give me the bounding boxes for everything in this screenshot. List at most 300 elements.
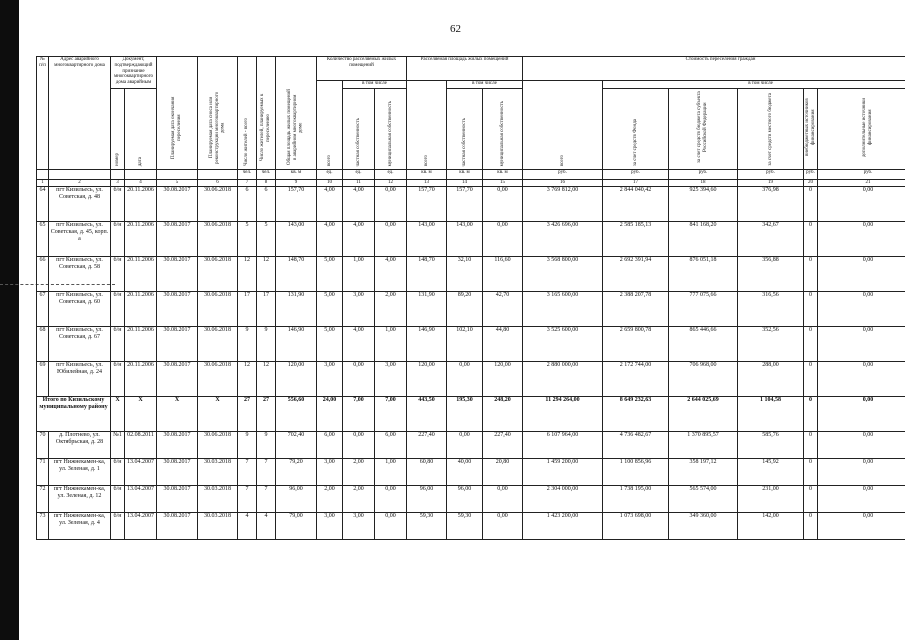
table-cell: 157,70 <box>407 186 447 221</box>
table-cell: 0,00 <box>818 291 905 326</box>
table-cell: 0 <box>804 512 818 539</box>
table-cell: 3,00 <box>317 361 343 396</box>
table-cell: 2 659 800,78 <box>603 326 669 361</box>
header-document: Документ, подтверждающий признание многоквартирного дома аварийным <box>111 57 157 89</box>
table-cell: 17 <box>238 291 257 326</box>
table-cell: 3,00 <box>375 361 407 396</box>
table-cell: 0,00 <box>343 361 375 396</box>
table-cell: 5 <box>157 179 198 186</box>
table-cell: 30.06.2018 <box>198 186 238 221</box>
table-cell: 65 <box>37 221 49 256</box>
table-cell: 9 <box>276 179 317 186</box>
table-cell: 3 165 600,00 <box>523 291 603 326</box>
table-cell: 0,00 <box>818 361 905 396</box>
table-row <box>37 361 905 396</box>
table-cell: руб. <box>804 169 818 179</box>
table-cell: 3 568 800,00 <box>523 256 603 291</box>
table-cell: 18 <box>669 179 738 186</box>
table-cell: 585,76 <box>738 431 804 458</box>
table-cell: 0 <box>804 326 818 361</box>
table-cell: 3 426 696,00 <box>523 221 603 256</box>
table-cell: 0 <box>804 186 818 221</box>
table-cell: 69 <box>37 361 49 396</box>
table-cell: 148,70 <box>276 256 317 291</box>
header-residents-total-text: Число жителей - всего <box>244 118 250 166</box>
table-cell: 702,40 <box>276 431 317 458</box>
column-number-row <box>37 179 905 186</box>
header-doc-number <box>111 89 125 170</box>
table-cell: 24,00 <box>317 396 343 431</box>
table-cell: 248,20 <box>483 396 523 431</box>
table-cell: 0 <box>804 256 818 291</box>
table-cell: 143,00 <box>407 221 447 256</box>
table-cell: 4,00 <box>317 186 343 221</box>
table-row <box>37 256 905 291</box>
table-cell: 7,00 <box>375 396 407 431</box>
table-cell: 1 104,58 <box>738 396 804 431</box>
table-cell: 443,50 <box>407 396 447 431</box>
table-cell: 1 459 200,00 <box>523 458 603 485</box>
header-area-incl: в том числе <box>447 81 523 89</box>
table-cell: 64 <box>37 186 49 221</box>
table-cell: 3,00 <box>343 291 375 326</box>
table-cell: X <box>111 396 125 431</box>
table-cell: 120,00 <box>483 361 523 396</box>
header-count-total <box>317 81 343 170</box>
header-cost-other-text: внебюджетных источников финансирования <box>805 98 816 157</box>
table-cell: 4 <box>257 512 276 539</box>
table-cell: руб. <box>603 169 669 179</box>
table-cell: 120,00 <box>407 361 447 396</box>
table-cell: пгт Кизильесь, ул. Советская, д. 58 <box>49 256 111 291</box>
table-cell: руб. <box>669 169 738 179</box>
table-cell: 0,00 <box>818 221 905 256</box>
table-cell: 0 <box>804 396 818 431</box>
header-residents-to-relocate <box>257 57 276 170</box>
table-cell: 30.06.2018 <box>198 221 238 256</box>
header-cost-total-text: всего <box>559 154 565 166</box>
header-cost-fund <box>603 89 669 170</box>
table-cell: 288,00 <box>738 361 804 396</box>
table-cell: 0,00 <box>818 431 905 458</box>
table-cell: 0,00 <box>483 221 523 256</box>
table-cell: 4 736 482,67 <box>603 431 669 458</box>
table-cell: 4,00 <box>343 186 375 221</box>
table-cell: пгт Кизильесь, ул. Советская, д. 67 <box>49 326 111 361</box>
table-cell: 0,00 <box>818 186 905 221</box>
table-cell: 11 <box>343 179 375 186</box>
header-total-area <box>276 57 317 170</box>
table-cell: 3,00 <box>317 458 343 485</box>
table-cell: 5 <box>238 221 257 256</box>
table-cell: 143,00 <box>447 221 483 256</box>
table-cell: X <box>125 396 157 431</box>
table-cell: 02.08.2011 <box>125 431 157 458</box>
table-cell: 157,70 <box>447 186 483 221</box>
table-cell: №1 <box>111 431 125 458</box>
table-cell: 2,00 <box>343 458 375 485</box>
table-cell: 7 <box>257 458 276 485</box>
table-cell: 6,00 <box>375 431 407 458</box>
table-cell: 6 <box>238 186 257 221</box>
header-count-municipal-text: муниципальная собственность <box>387 100 393 166</box>
table-cell: 21 <box>818 179 905 186</box>
table-cell <box>111 169 125 179</box>
header-area-municipal-text: муниципальная собственность <box>499 100 505 166</box>
table-cell: 2 844 040,42 <box>603 186 669 221</box>
table-cell: 841 168,20 <box>669 221 738 256</box>
header-doc-date-text: дата <box>137 156 143 166</box>
header-count-private <box>343 89 375 170</box>
table-cell: 0,00 <box>818 326 905 361</box>
table-cell: 116,60 <box>483 256 523 291</box>
relocation-register-table <box>36 56 905 540</box>
table-cell: 0,00 <box>818 256 905 291</box>
table-row <box>37 512 905 539</box>
table-cell: 146,90 <box>407 326 447 361</box>
table-cell: 146,90 <box>276 326 317 361</box>
table-cell: 120,00 <box>276 361 317 396</box>
table-cell: 865 446,66 <box>669 326 738 361</box>
table-cell: 6 107 964,00 <box>523 431 603 458</box>
table-cell: 876 051,18 <box>669 256 738 291</box>
table-cell: 12 <box>257 256 276 291</box>
table-cell: 9 <box>238 431 257 458</box>
table-cell: 30.08.2017 <box>157 186 198 221</box>
table-cell: 0,00 <box>818 512 905 539</box>
table-cell: 0,00 <box>375 485 407 512</box>
table-cell: пгт Нижнекамен-ка, ул. Зеленая, д. 12 <box>49 485 111 512</box>
table-cell: 352,56 <box>738 326 804 361</box>
table-cell: 27 <box>257 396 276 431</box>
table-cell: б/н <box>111 458 125 485</box>
table-cell: 8 <box>257 179 276 186</box>
header-planned-demolition-text: Планируемая дата сноса или реконструкции многоквартирного дома <box>208 91 226 164</box>
table-cell: 66 <box>37 256 49 291</box>
table-cell: 11 294 264,00 <box>523 396 603 431</box>
header-cost-additional <box>818 89 905 170</box>
table-cell: б/н <box>111 256 125 291</box>
table-cell: 0 <box>804 485 818 512</box>
table-cell: ед. <box>317 169 343 179</box>
table-cell: 30.08.2017 <box>157 291 198 326</box>
table-cell: 227,40 <box>483 431 523 458</box>
header-total-area-text: Общая площадь жилых помещений в аварийном многоквартирном доме <box>287 89 304 166</box>
table-cell: 20.11.2006 <box>125 256 157 291</box>
table-cell: 0,00 <box>375 186 407 221</box>
header-count-total-text: всего <box>326 154 332 166</box>
header-count-municipal <box>375 89 407 170</box>
table-cell: 30.08.2017 <box>157 326 198 361</box>
table-cell: 0,00 <box>483 186 523 221</box>
table-row <box>37 485 905 512</box>
table-cell: 40,00 <box>447 458 483 485</box>
table-cell: 227,40 <box>407 431 447 458</box>
table-cell: кв. м <box>483 169 523 179</box>
table-cell: 1,00 <box>343 256 375 291</box>
table-cell: 30.03.2018 <box>198 485 238 512</box>
table-cell: б/н <box>111 186 125 221</box>
table-cell: 565 574,00 <box>669 485 738 512</box>
table-cell: 30.06.2018 <box>198 326 238 361</box>
table-row <box>37 186 905 221</box>
table-cell: 68 <box>37 326 49 361</box>
table-cell <box>37 169 49 179</box>
table-cell: 0,00 <box>818 396 905 431</box>
units-row <box>37 169 905 179</box>
table-cell: 7,00 <box>343 396 375 431</box>
header-area-group: Расселяемая площадь жилых помещений <box>407 57 523 81</box>
table-cell: 30.08.2017 <box>157 458 198 485</box>
table-cell: 96,00 <box>447 485 483 512</box>
table-cell: б/н <box>111 512 125 539</box>
table-cell: кв. м <box>447 169 483 179</box>
header-residents-total <box>238 57 257 170</box>
table-row <box>37 458 905 485</box>
header-planned-relocation <box>157 57 198 170</box>
table-cell: пгт Нижнекамен-ка, ул. Зеленая, д. 4 <box>49 512 111 539</box>
table-cell: 3 525 600,00 <box>523 326 603 361</box>
table-cell: 9 <box>257 431 276 458</box>
header-cost-region-text: за счет средств бюджета субъекта Российской Федерации <box>697 91 708 164</box>
table-cell: 3 <box>111 179 125 186</box>
table-cell: 19 <box>738 179 804 186</box>
table-cell: 15 <box>483 179 523 186</box>
header-doc-number-text: номер <box>114 153 120 166</box>
table-cell: б/н <box>111 291 125 326</box>
table-cell: 30.08.2017 <box>157 485 198 512</box>
table-cell: 59,30 <box>447 512 483 539</box>
table-cell: 356,88 <box>738 256 804 291</box>
table-cell: 4,00 <box>343 221 375 256</box>
header-area-private <box>447 89 483 170</box>
table-cell: 157,70 <box>276 186 317 221</box>
table-cell: 777 075,66 <box>669 291 738 326</box>
table-cell: 14 <box>447 179 483 186</box>
scan-left-edge <box>0 0 19 640</box>
table-cell: 20.11.2006 <box>125 221 157 256</box>
table-cell: 13.04.2007 <box>125 512 157 539</box>
table-cell: 4 <box>238 512 257 539</box>
table-cell: 4 <box>125 179 157 186</box>
header-cost-total <box>523 81 603 170</box>
table-cell: 30.03.2018 <box>198 512 238 539</box>
table-cell: б/н <box>111 361 125 396</box>
table-cell: 148,70 <box>407 256 447 291</box>
table-cell: 79,20 <box>276 458 317 485</box>
table-cell <box>125 169 157 179</box>
table-cell: 6 <box>257 186 276 221</box>
table-cell: 60,80 <box>407 458 447 485</box>
table-cell: 44,80 <box>483 326 523 361</box>
table-cell: 0,00 <box>447 361 483 396</box>
table-cell: X <box>198 396 238 431</box>
header-cost-other <box>804 89 818 170</box>
header-count-private-text: частная собственность <box>355 117 361 166</box>
table-cell: 0,00 <box>343 431 375 458</box>
table-cell: Итого по Кизильскому муниципальному району <box>37 396 111 431</box>
header-cost-incl: в том числе <box>603 81 905 89</box>
table-cell: 145,92 <box>738 458 804 485</box>
table-cell: 20,80 <box>483 458 523 485</box>
table-cell: б/н <box>111 326 125 361</box>
table-cell: 0 <box>804 291 818 326</box>
table-cell: 13.04.2007 <box>125 485 157 512</box>
table-cell: 13.04.2007 <box>125 458 157 485</box>
table-cell: 3 769 812,00 <box>523 186 603 221</box>
table-cell: 131,90 <box>407 291 447 326</box>
table-cell: 4,00 <box>317 221 343 256</box>
table-cell: 1 370 895,57 <box>669 431 738 458</box>
table-cell: 30.06.2018 <box>198 256 238 291</box>
table-cell: 42,70 <box>483 291 523 326</box>
table-cell: 3,00 <box>317 512 343 539</box>
table-cell: 2 692 391,94 <box>603 256 669 291</box>
table-cell: 1 423 200,00 <box>523 512 603 539</box>
table-cell: 16 <box>523 179 603 186</box>
table-cell: 27 <box>238 396 257 431</box>
table-cell: 67 <box>37 291 49 326</box>
table-cell: 7 <box>257 485 276 512</box>
table-cell: 30.08.2017 <box>157 256 198 291</box>
table-cell: 1,00 <box>375 458 407 485</box>
table-cell: 0 <box>804 361 818 396</box>
table-cell: 2 585 185,13 <box>603 221 669 256</box>
table-cell: 4,00 <box>343 326 375 361</box>
table-cell: 9 <box>238 326 257 361</box>
table-cell: 20.11.2006 <box>125 291 157 326</box>
table-cell: 2 <box>49 179 111 186</box>
table-cell: 5,00 <box>317 291 343 326</box>
table-cell: 2 172 744,00 <box>603 361 669 396</box>
table-cell: пгт Нижнекамен-ка, ул. Зеленая, д. 1 <box>49 458 111 485</box>
table-cell: 143,00 <box>276 221 317 256</box>
table-cell: руб. <box>818 169 905 179</box>
table-cell: 0 <box>804 458 818 485</box>
table-cell: 2 644 025,69 <box>669 396 738 431</box>
table-cell: 1,00 <box>375 326 407 361</box>
header-no: № п/п <box>37 57 49 170</box>
table-cell: 0,00 <box>483 512 523 539</box>
table-cell: 376,98 <box>738 186 804 221</box>
header-cost-additional-text: дополнительные источники финансирования <box>862 97 874 158</box>
header-area-private-text: частная собственность <box>461 117 467 166</box>
table-cell: 59,30 <box>407 512 447 539</box>
table-cell: 30.06.2018 <box>198 291 238 326</box>
table-cell: 30.08.2017 <box>157 361 198 396</box>
table-cell: X <box>157 396 198 431</box>
table-cell: д. Плотнево, ул. Октябрьская, д. 28 <box>49 431 111 458</box>
table-cell: 30.03.2018 <box>198 458 238 485</box>
table-cell: 0,00 <box>818 458 905 485</box>
table-cell: кв. м <box>407 169 447 179</box>
table-cell: 2 304 000,00 <box>523 485 603 512</box>
table-cell: пгт Кизильесь, ул. Советская, д. 45, корп. а <box>49 221 111 256</box>
table-cell: 8 649 232,63 <box>603 396 669 431</box>
table-cell: 0 <box>804 221 818 256</box>
table-cell: 20.11.2006 <box>125 361 157 396</box>
table-cell: 6,00 <box>317 431 343 458</box>
table-cell: 71 <box>37 458 49 485</box>
table-cell: 5,00 <box>317 256 343 291</box>
table-cell: пгт Кизильесь, ул. Юбилейная, д. 24 <box>49 361 111 396</box>
table-cell: 2 880 000,00 <box>523 361 603 396</box>
table-cell: 96,00 <box>407 485 447 512</box>
table-cell: б/н <box>111 221 125 256</box>
table-cell: 17 <box>603 179 669 186</box>
table-cell: 2,00 <box>375 291 407 326</box>
table-cell: 12 <box>375 179 407 186</box>
table-cell: 17 <box>257 291 276 326</box>
table-cell: 79,00 <box>276 512 317 539</box>
table-cell: 7 <box>238 485 257 512</box>
table-cell: пгт Кизильесь, ул. Советская, д. 60 <box>49 291 111 326</box>
page-number: 62 <box>450 23 461 35</box>
table-cell: 30.08.2017 <box>157 221 198 256</box>
table-cell: 131,90 <box>276 291 317 326</box>
table-cell: 0,00 <box>375 512 407 539</box>
table-cell: 96,00 <box>276 485 317 512</box>
table-cell: 10 <box>317 179 343 186</box>
header-address: Адрес аварийного многоквартирного дома <box>49 57 111 170</box>
table-cell: 30.06.2018 <box>198 431 238 458</box>
table-cell: 13 <box>407 179 447 186</box>
table-row <box>37 291 905 326</box>
header-cost-local-text: за счет средств местного бюджета <box>767 93 773 166</box>
header-cost-fund-text: за счет средств Фонда <box>632 118 638 166</box>
table-cell: кв. м <box>276 169 317 179</box>
header-count-group: Количество расселяемых жилых помещений <box>317 57 407 81</box>
table-cell: 706 968,00 <box>669 361 738 396</box>
table-cell: 1 738 195,00 <box>603 485 669 512</box>
table-cell: 0,00 <box>447 431 483 458</box>
table-cell: 556,60 <box>276 396 317 431</box>
table-cell: 0 <box>804 431 818 458</box>
table-cell: ед. <box>375 169 407 179</box>
table-cell: 5,00 <box>317 326 343 361</box>
table-cell: 2,00 <box>343 485 375 512</box>
table-cell: 12 <box>238 256 257 291</box>
table-row <box>37 221 905 256</box>
table-cell: 30.08.2017 <box>157 512 198 539</box>
table-cell: 1 073 698,00 <box>603 512 669 539</box>
table-cell: 30.06.2018 <box>198 361 238 396</box>
table-cell: 12 <box>238 361 257 396</box>
total-row <box>37 396 905 431</box>
table-cell: 70 <box>37 431 49 458</box>
table-cell: 20 <box>804 179 818 186</box>
table-cell: 89,20 <box>447 291 483 326</box>
table-cell: 102,10 <box>447 326 483 361</box>
table-cell: 9 <box>257 326 276 361</box>
table-cell: 142,00 <box>738 512 804 539</box>
table-cell: 316,56 <box>738 291 804 326</box>
header-planned-demolition <box>198 57 238 170</box>
table-cell: 7 <box>238 458 257 485</box>
table-cell: 12 <box>257 361 276 396</box>
table-row <box>37 326 905 361</box>
header-doc-date <box>125 89 157 170</box>
header-cost-region <box>669 89 738 170</box>
table-cell: пгт Кизильесь, ул. Советская, д. 48 <box>49 186 111 221</box>
header-area-total <box>407 81 447 170</box>
table-cell: 20.11.2006 <box>125 186 157 221</box>
table-cell: 30.08.2017 <box>157 431 198 458</box>
table-cell: 195,30 <box>447 396 483 431</box>
table-cell <box>157 169 198 179</box>
table-cell: 358 197,12 <box>669 458 738 485</box>
table-cell: ед. <box>343 169 375 179</box>
